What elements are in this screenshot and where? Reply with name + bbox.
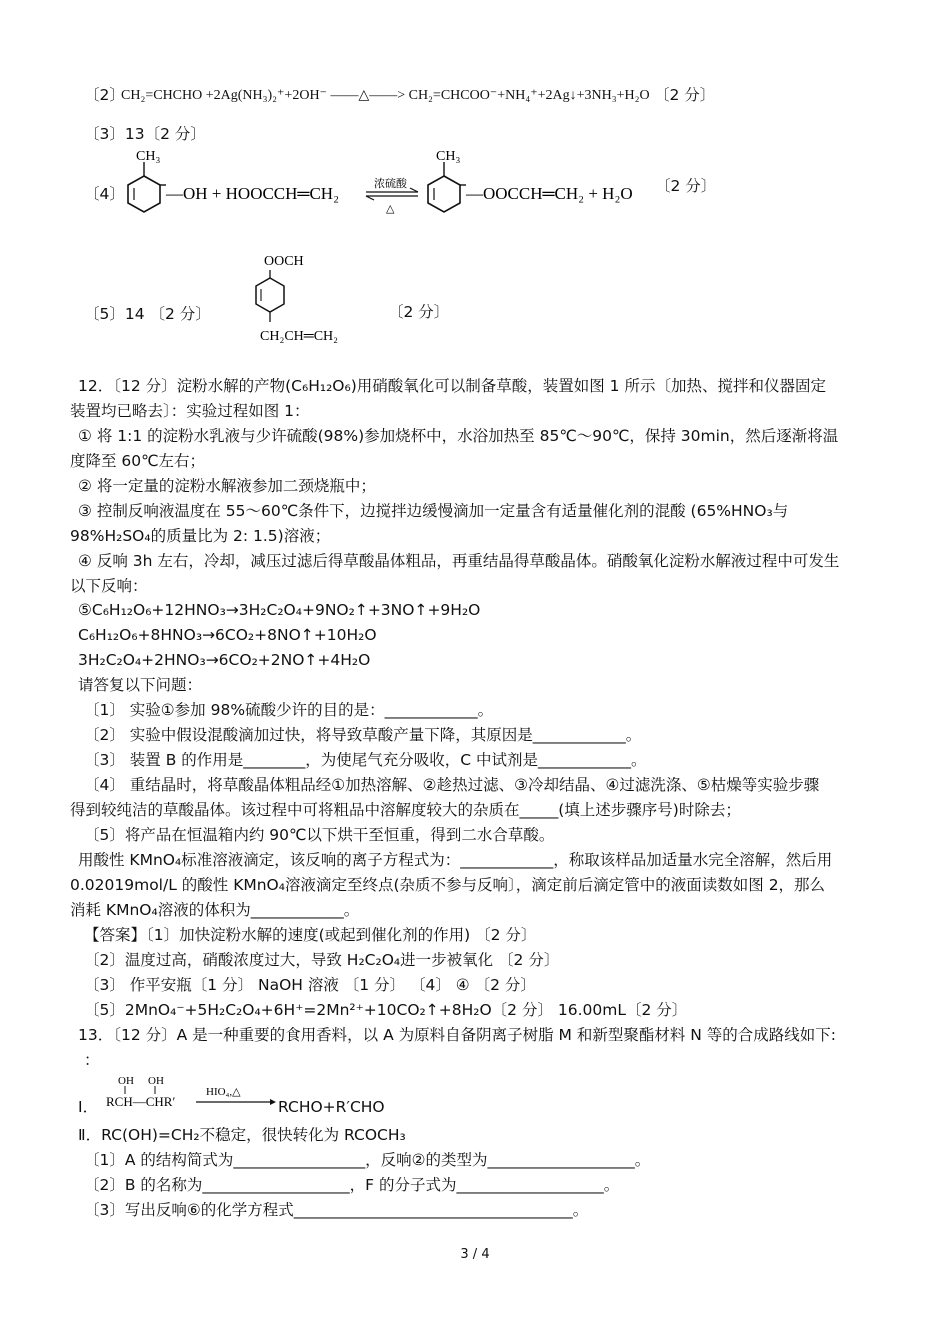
q4-reactants: —OH + HOOCCH═CH₂ xyxy=(166,184,340,203)
q12-line-4: 度降至 60℃左右； xyxy=(70,452,206,470)
q12-line-6: ③ 控制反响液温度在 55～60℃条件下，边搅拌边缓慢滴加一定量含有适量催化剂的混酸 (65%HNO₃与 xyxy=(78,502,789,520)
q12-line-2: 装置均已略去〕：实验过程如图 1： xyxy=(70,402,310,420)
q12-answer-2: 〔2〕温度过高，硝酸浓度过大，导致 H₂C₂O₄进一步被氧化 〔2 分〕 xyxy=(84,951,560,969)
benzene-ring-icon xyxy=(256,278,284,312)
q13-known-2: Ⅱ．RC(OH)=CH₂不稳定，很快转化为 RCOCH₃ xyxy=(78,1126,406,1144)
benzene-ring-icon xyxy=(428,176,460,212)
q12-line-8: ④ 反响 3h 左右，冷却，减压过滤后得草酸晶体粗品，再重结晶得草酸晶体。硝酸氧化淀粉水解液过程中可发生 xyxy=(78,552,840,570)
q12-answer-1: 【答案】〔1〕加快淀粉水解的速度(或起到催化剂的作用) 〔2 分〕 xyxy=(84,926,537,944)
q12-line-1: 12．〔12 分〕淀粉水解的产物(C₆H₁₂O₆)用硝酸氧化可以制备草酸，装置如图 1 所示〔加热、搅拌和仪器固定 xyxy=(78,377,826,395)
q4-condition-top: 浓硫酸 xyxy=(374,178,407,190)
oh-label-1: OH xyxy=(118,1075,134,1087)
q5-score: 〔2 分〕 xyxy=(388,303,450,321)
q2-score: 〔2 分〕 xyxy=(654,86,716,104)
q12-part-5: 〔5〕将产品在恒温箱内约 90℃以下烘干至恒重，得到二水合草酸。 xyxy=(84,826,555,844)
q13-part-3: 〔3〕写出反响⑥的化学方程式____________________________________。 xyxy=(84,1201,589,1219)
q13-known-1-label: Ⅰ． xyxy=(78,1098,99,1116)
q12-line-7: 98%H₂SO₄的质量比为 2: 1.5)溶液； xyxy=(70,527,331,545)
q4-condition-bottom: △ xyxy=(386,203,395,215)
q4-products: —OOCCH═CH₂ + H₂O xyxy=(466,184,633,203)
q12-answer-5: 〔5〕2MnO₄⁻+5H₂C₂O₄+6H⁺=2Mn²⁺+10CO₂↑+8H₂O〔2 分〕 16.00mL〔2 分〕 xyxy=(84,1001,688,1019)
q4-label: 〔4〕 xyxy=(84,185,125,203)
q12-line-9: 以下反响： xyxy=(70,577,148,595)
q12-part-1: 〔1〕 实验①参加 98%硫酸少许的目的是：____________。 xyxy=(84,701,494,719)
q12-part-3: 〔3〕 装置 B 的作用是________，为使尾气充分吸收，C 中试剂是____________。 xyxy=(84,751,647,769)
q4-score: 〔2 分〕 xyxy=(655,177,717,195)
benzene-ring-icon xyxy=(128,176,160,212)
q12-part-4b: 得到较纯洁的草酸晶体。该过程中可将粗品中溶解度较大的杂质在_____(填上述步骤序号)时除去； xyxy=(70,801,741,819)
q13-line-1: 13．〔12 分〕A 是一种重要的食用香料，以 A 为原料自备阴离子树脂 M 和新型聚酯材料 N 等的合成路线如下: xyxy=(78,1026,837,1044)
q12-reaction-3: 3H₂C₂O₄+2HNO₃→6CO₂+2NO↑+4H₂O xyxy=(78,651,371,669)
q4-reaction-figure xyxy=(118,146,648,228)
q5-top-group: OOCH xyxy=(264,254,304,269)
q12-part-6b: 0.02019mol/L 的酸性 KMnO₄溶液滴定至终点(杂质不参与反响〕，滴定前后滴定管中的液面读数如图 2，那么 xyxy=(70,876,826,894)
q13-product: RCHO+R′CHO xyxy=(278,1098,385,1116)
q13-part-1: 〔1〕A 的结构简式为_________________，反响②的类型为___________________。 xyxy=(84,1151,651,1169)
q4-methyl-2: CH₃ xyxy=(436,149,461,164)
q2-label: 〔2〕 xyxy=(84,86,125,104)
q12-part-6c: 消耗 KMnO₄溶液的体积为____________。 xyxy=(70,901,360,919)
q5-answer: 〔5〕14 〔2 分〕 xyxy=(84,305,211,323)
q13-reactant: RCH—CHR′ xyxy=(106,1094,176,1109)
q12-reaction-2: C₆H₁₂O₆+8HNO₃→6CO₂+8NO↑+10H₂O xyxy=(78,626,377,644)
q13-line-2: ： xyxy=(84,1051,100,1069)
q13-condition: HIO₄,△ xyxy=(206,1086,241,1098)
q3-answer: 〔3〕13〔2 分〕 xyxy=(84,125,206,143)
oh-label-2: OH xyxy=(148,1075,164,1087)
q12-part-4a: 〔4〕 重结晶时，将草酸晶体粗品经①加热溶解、②趁热过滤、③冷却结晶、④过滤洗涤、⑤枯燥等实验步骤 xyxy=(84,776,820,794)
q12-part-2: 〔2〕 实验中假设混酸滴加过快，将导致草酸产量下降，其原因是____________。 xyxy=(84,726,642,744)
q12-part-6a: 用酸性 KMnO₄标准溶液滴定，该反响的离子方程式为：____________，称取该样品加适量水完全溶解，然后用 xyxy=(78,851,833,869)
q4-methyl: CH₃ xyxy=(136,149,161,164)
q12-answer-3: 〔3〕 作平安瓶〔1 分〕 NaOH 溶液 〔1 分〕 〔4〕 ④ 〔2 分〕 xyxy=(84,976,536,994)
q2-equation: CH₂=CHCHO +2Ag(NH₃)₂⁺+2OH⁻ ——△——> CH₂=CHCOO⁻+NH₄⁺+2Ag↓+3NH₃+H₂O xyxy=(121,88,650,103)
page-number: 3 / 4 xyxy=(460,1247,490,1262)
q5-structure-figure xyxy=(248,248,388,348)
q13-part-2: 〔2〕B 的名称为___________________，F 的分子式为___________________。 xyxy=(84,1176,620,1194)
q5-bottom-group: CH₂CH═CH₂ xyxy=(260,329,339,344)
q12-line-5: ② 将一定量的淀粉水解液参加二颈烧瓶中； xyxy=(78,477,376,495)
q12-line-3: ① 将 1:1 的淀粉水乳液与少许硫酸(98%)参加烧杯中，水浴加热至 85℃～90℃，保持 30min，然后逐渐将温 xyxy=(78,427,839,445)
q12-ask: 请答复以下问题： xyxy=(78,676,203,694)
q13-known-1-figure xyxy=(104,1072,284,1116)
q12-reaction-1: ⑤C₆H₁₂O₆+12HNO₃→3H₂C₂O₄+9NO₂↑+3NO↑+9H₂O xyxy=(78,601,481,619)
